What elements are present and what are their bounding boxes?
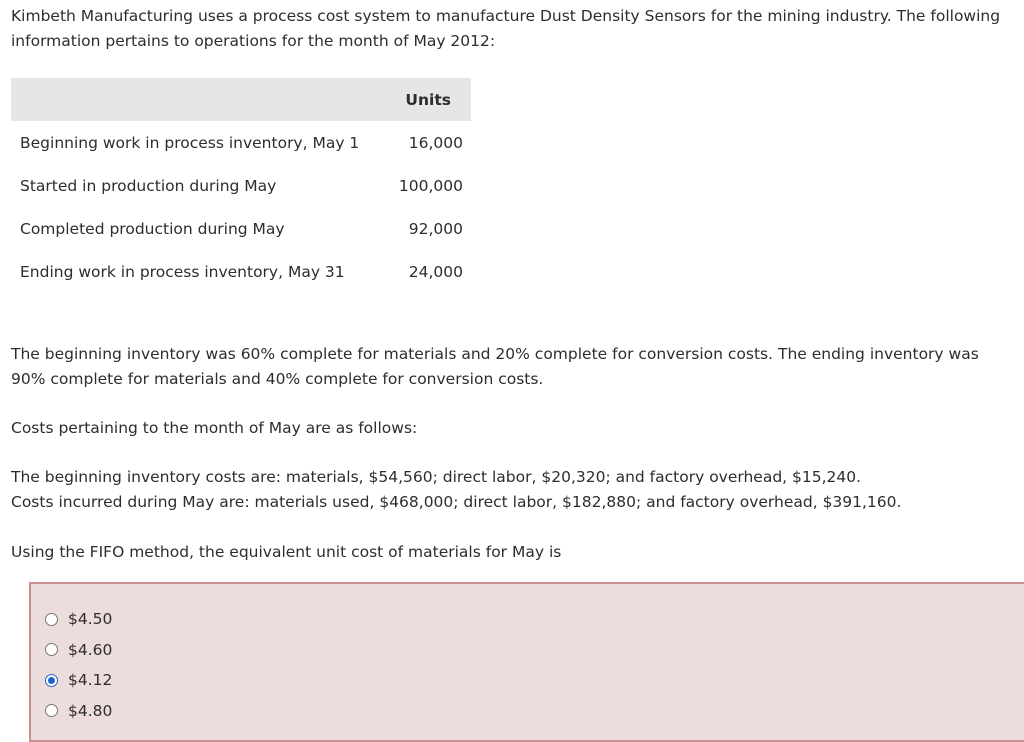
row-label: Completed production during May: [20, 219, 285, 238]
row-label: Beginning work in process inventory, May 1: [20, 133, 360, 152]
option-label[interactable]: $4.50: [68, 610, 113, 629]
question-text: Using the FIFO method, the equivalent unit cost of materials for May is: [11, 543, 562, 561]
row-value: 24,000: [408, 262, 463, 281]
row-value: 100,000: [398, 176, 463, 195]
answer-box: [29, 582, 1024, 742]
answer-options: [45, 604, 112, 726]
radio-button[interactable]: [45, 613, 58, 626]
radio-button[interactable]: [45, 704, 58, 717]
option-label[interactable]: $4.60: [68, 640, 113, 659]
answer-option[interactable]: [45, 635, 112, 666]
row-label: Ending work in process inventory, May 31: [20, 262, 345, 281]
units-table-header-row: [11, 78, 471, 121]
costs-intro-paragraph: Costs pertaining to the month of May are as follows:: [11, 419, 418, 437]
beginning-costs-line: The beginning inventory costs are: materials, $54,560; direct labor, $20,320; and factory overhead, $15,240.: [11, 468, 862, 486]
answer-option[interactable]: [45, 665, 112, 696]
radio-button[interactable]: [45, 643, 58, 656]
table-row: [11, 164, 471, 207]
completion-paragraph: The beginning inventory was 60% complete for materials and 20% complete for conversion costs. The ending inventory was 90% complete for materials and 40% complete for conversion costs.: [11, 345, 979, 388]
row-value: 16,000: [408, 133, 463, 152]
units-table: [11, 78, 471, 293]
units-table-blank-header: [11, 78, 378, 121]
table-row: [11, 121, 471, 164]
option-label[interactable]: $4.12: [68, 671, 113, 690]
table-row: [11, 250, 471, 293]
units-column-header: Units: [378, 78, 471, 121]
option-label[interactable]: $4.80: [68, 701, 113, 720]
radio-button-selected[interactable]: [45, 674, 58, 687]
answer-option[interactable]: [45, 696, 112, 727]
incurred-costs-line: Costs incurred during May are: materials used, $468,000; direct labor, $182,880; and factory overhead, $391,160.: [11, 493, 902, 511]
row-label: Started in production during May: [20, 176, 277, 195]
intro-paragraph: Kimbeth Manufacturing uses a process cost system to manufacture Dust Density Sensors for the mining industry. The following information pertains to operations for the month of May 2012:: [11, 7, 1001, 50]
answer-option[interactable]: [45, 604, 112, 635]
row-value: 92,000: [408, 219, 463, 238]
table-row: [11, 207, 471, 250]
